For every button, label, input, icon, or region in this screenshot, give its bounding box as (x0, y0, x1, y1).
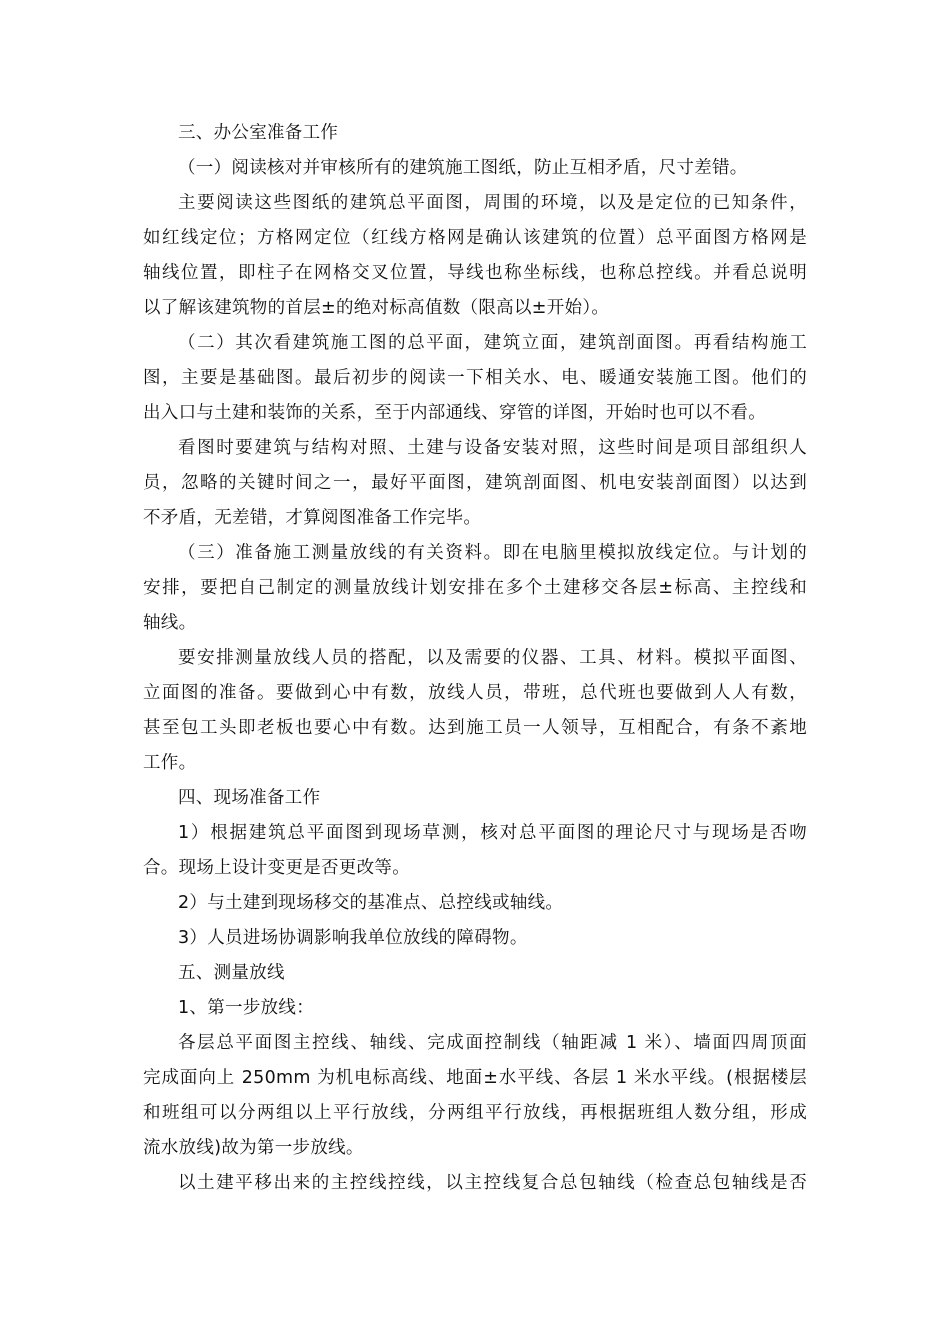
paragraph (143, 1026, 807, 1166)
text-line: 流水放线)故为第一步放线。 (143, 1138, 364, 1158)
text-line: （三）准备施工测量放线的有关资料。即在电脑里模拟放线定位。与计划的 (178, 543, 807, 563)
text-line: 三、办公室准备工作 (178, 123, 339, 143)
text-line: 出入口与土建和装饰的关系，至于内部通线、穿管的详图，开始时也可以不看。 (143, 403, 766, 423)
paragraph (143, 956, 807, 991)
text-line: 合。现场上设计变更是否更改等。 (143, 858, 410, 878)
paragraph (143, 151, 807, 186)
text-line: 以了解该建筑物的首层±的绝对标高值数（限高以±开始）。 (143, 298, 610, 318)
text-line: 安排，要把自己制定的测量放线计划安排在多个土建移交各层±标高、主控线和 (143, 578, 807, 598)
text-line: 不矛盾，无差错，才算阅图准备工作完毕。 (143, 508, 482, 528)
paragraph (143, 186, 807, 326)
text-line: （一）阅读核对并审核所有的建筑施工图纸，防止互相矛盾，尺寸差错。 (178, 158, 748, 178)
text-line: 完成面向上 250mm 为机电标高线、地面±水平线、各层 1 米水平线。(根据楼层 (143, 1068, 807, 1088)
paragraph (143, 431, 807, 536)
text-line: 以土建平移出来的主控线控线，以主控线复合总包轴线（检查总包轴线是否 (178, 1173, 807, 1193)
paragraph (143, 816, 807, 886)
text-line: 轴线位置，即柱子在网格交叉位置，导线也称坐标线，也称总控线。并看总说明 (143, 263, 807, 283)
document-body (143, 116, 807, 1201)
paragraph (143, 536, 807, 641)
text-line: （二）其次看建筑施工图的总平面，建筑立面，建筑剖面图。再看结构施工 (178, 333, 807, 353)
text-line: 1）根据建筑总平面图到现场草测，核对总平面图的理论尺寸与现场是否吻 (178, 823, 807, 843)
text-line: 工作。 (143, 753, 197, 773)
text-line: 要安排测量放线人员的搭配，以及需要的仪器、工具、材料。模拟平面图、 (178, 648, 807, 668)
paragraph (143, 1166, 807, 1201)
text-line: 和班组可以分两组以上平行放线，分两组平行放线，再根据班组人数分组，形成 (143, 1103, 807, 1123)
text-line: 四、现场准备工作 (178, 788, 321, 808)
text-line: 3）人员进场协调影响我单位放线的障碍物。 (178, 928, 528, 948)
text-line: 五、测量放线 (178, 963, 285, 983)
paragraph (143, 116, 807, 151)
text-line: 看图时要建筑与结构对照、土建与设备安装对照，这些时间是项目部组织人 (178, 438, 807, 458)
text-line: 主要阅读这些图纸的建筑总平面图，周围的环境，以及是定位的已知条件， (178, 193, 807, 213)
paragraph (143, 641, 807, 781)
paragraph (143, 921, 807, 956)
paragraph (143, 781, 807, 816)
text-line: 1、第一步放线： (178, 998, 315, 1018)
paragraph (143, 886, 807, 921)
text-line: 如红线定位；方格网定位（红线方格网是确认该建筑的位置）总平面图方格网是 (143, 228, 807, 248)
text-line: 2）与土建到现场移交的基准点、总控线或轴线。 (178, 893, 564, 913)
text-line: 图，主要是基础图。最后初步的阅读一下相关水、电、暖通安装施工图。他们的 (143, 368, 807, 388)
text-line: 轴线。 (143, 613, 197, 633)
text-line: 立面图的准备。要做到心中有数，放线人员，带班，总代班也要做到人人有数， (143, 683, 807, 703)
paragraph (143, 991, 807, 1026)
text-line: 员，忽略的关键时间之一，最好平面图，建筑剖面图、机电安装剖面图）以达到 (143, 473, 807, 493)
text-line: 甚至包工头即老板也要心中有数。达到施工员一人领导，互相配合，有条不紊地 (143, 718, 807, 738)
paragraph (143, 326, 807, 431)
text-line: 各层总平面图主控线、轴线、完成面控制线（轴距减 1 米）、墙面四周顶面 (178, 1033, 807, 1053)
